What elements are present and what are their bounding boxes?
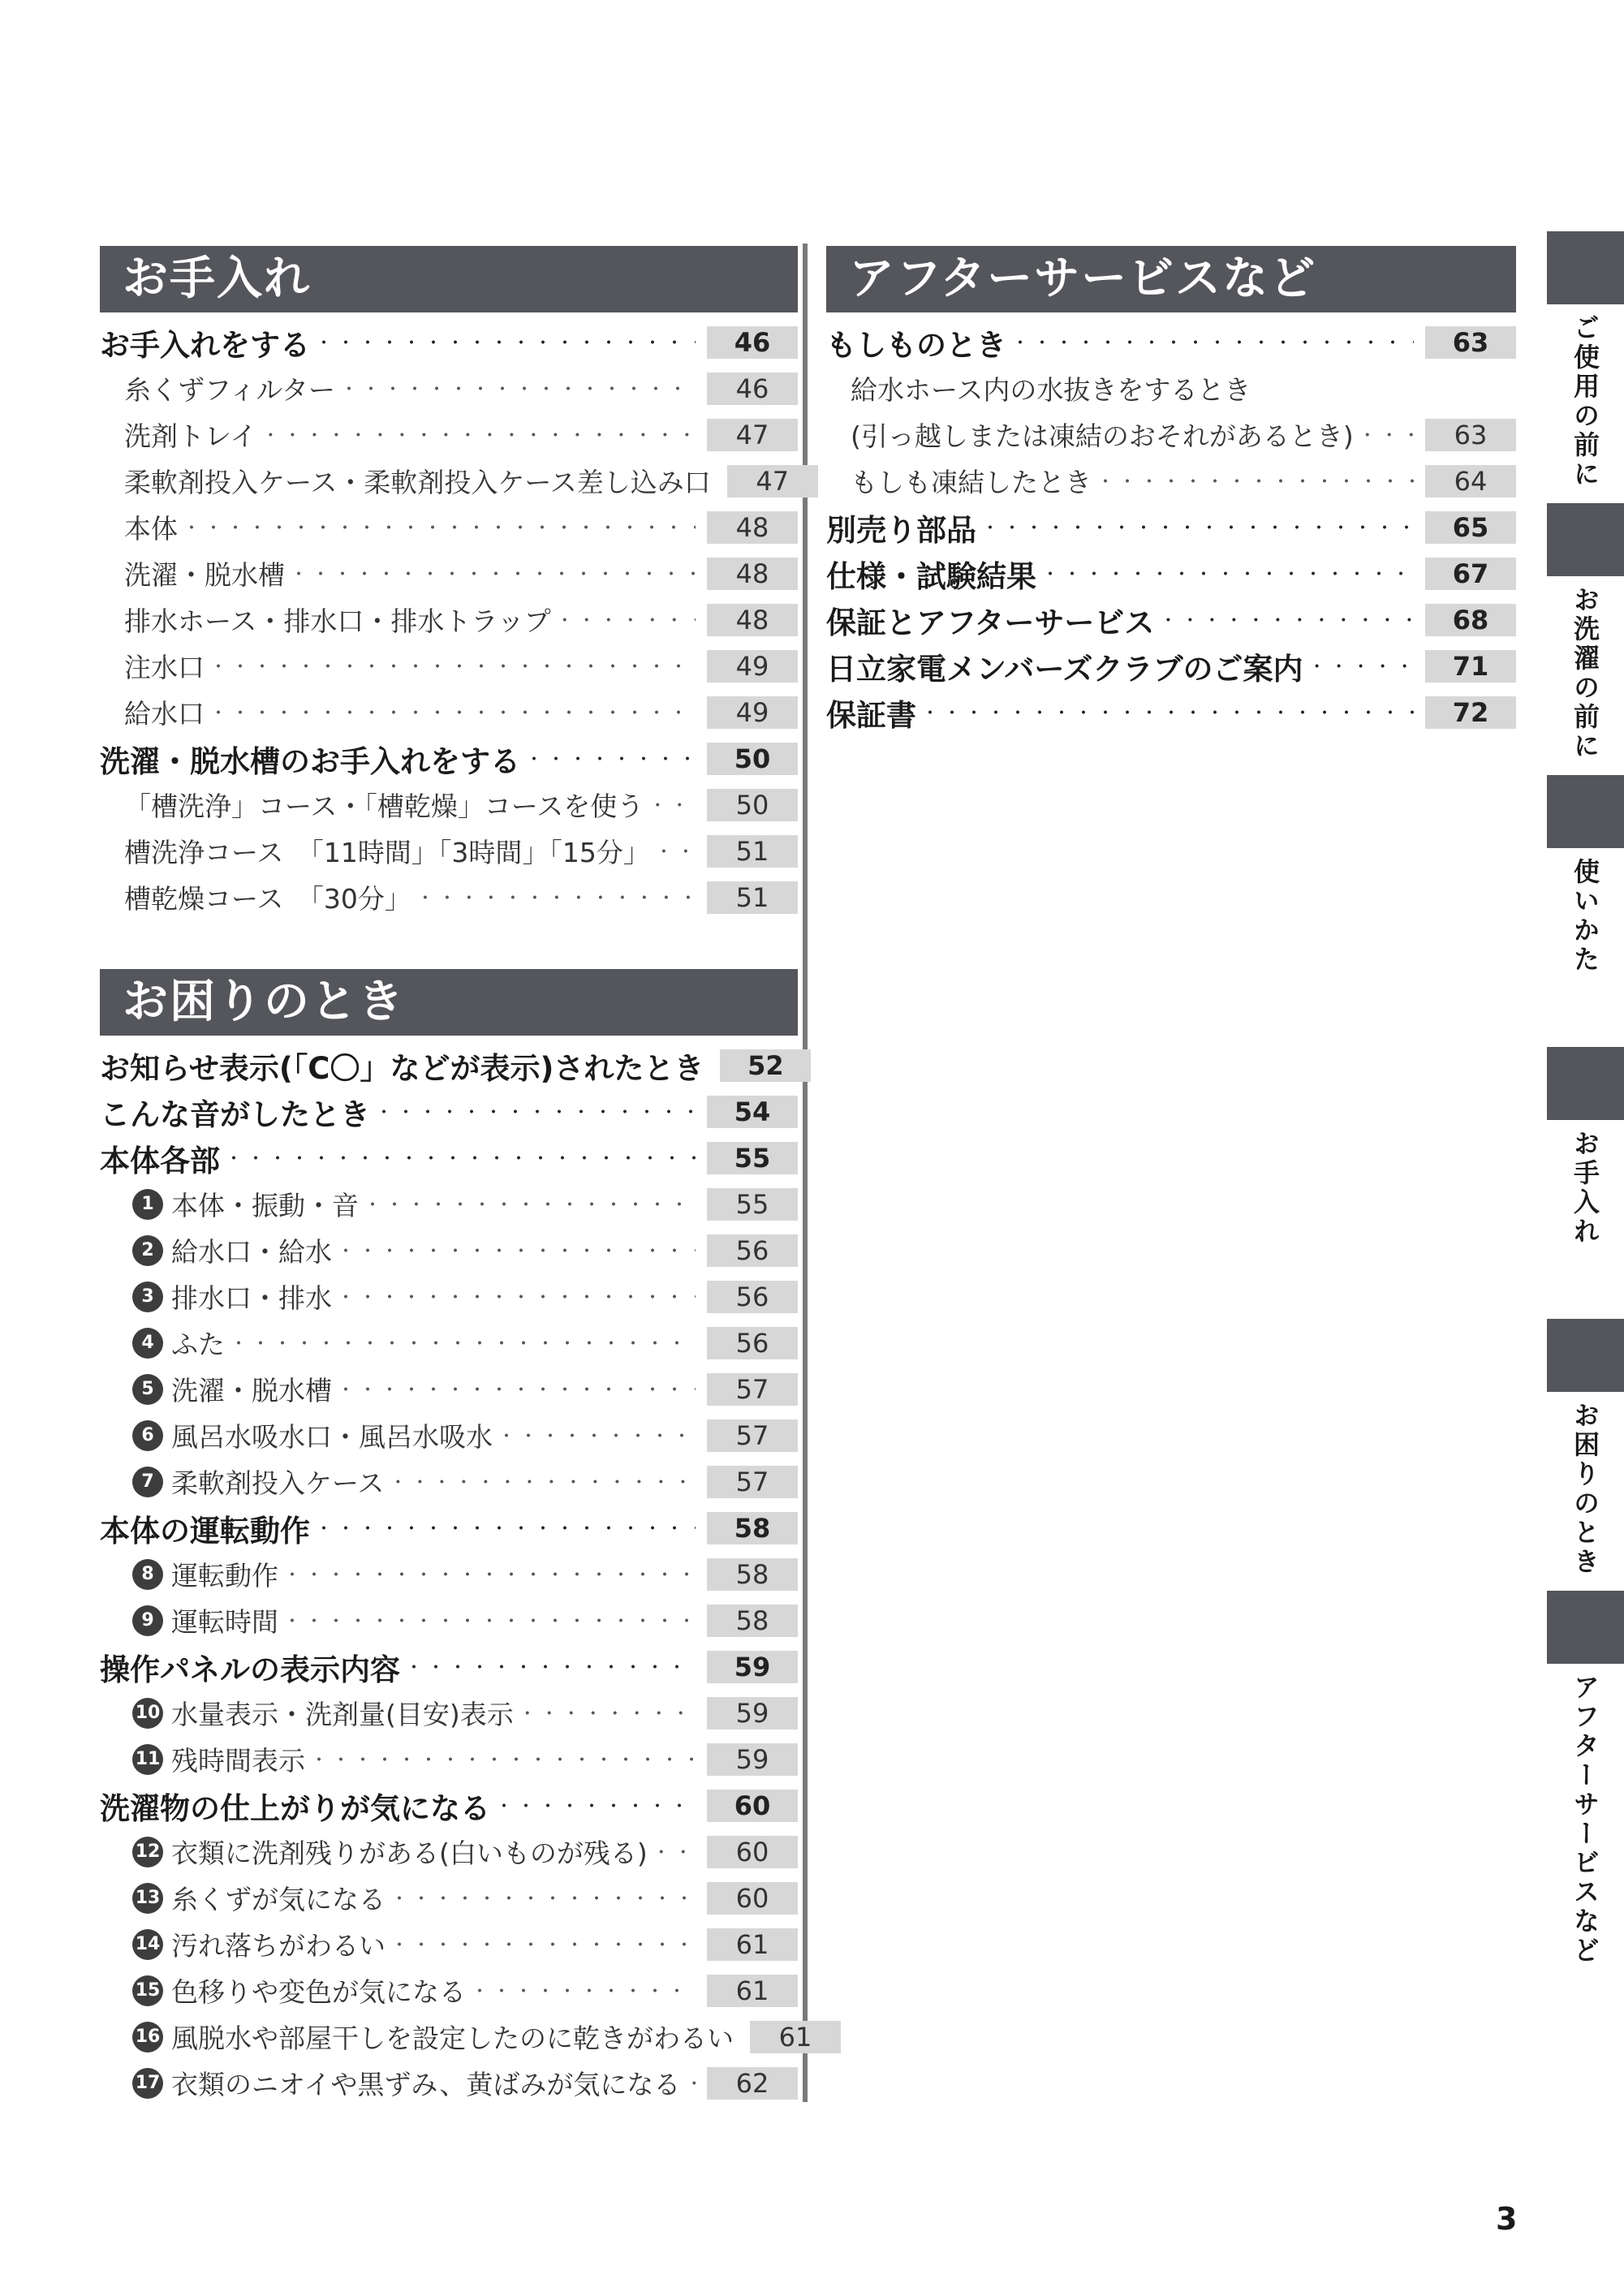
leader-dots [364,1191,696,1217]
page-ref[interactable]: 48 [707,511,798,544]
toc-entry-label: お知らせ表示(「C〇」などが表示)されたとき [100,1050,704,1086]
page-ref[interactable]: 60 [707,1790,798,1822]
page-number: 3 [1496,2201,1518,2237]
toc-entry-label: 洗濯・脱水槽のお手入れをする [100,743,520,779]
toc-heading-entry[interactable] [826,597,1516,643]
left-column [100,246,812,2106]
page-ref[interactable]: 47 [727,465,818,498]
leader-dots [310,1747,696,1772]
toc-entry-text: 排水口・排水 [171,1282,332,1314]
leader-dots [648,792,696,817]
leader-dots [390,1932,696,1957]
toc-sub-entry[interactable] [100,782,798,828]
toc-entry-text: 運転動作 [171,1560,278,1592]
toc-entry-text: 衣類のニオイや黒ずみ、黄ばみが気になる [171,2069,681,2100]
toc-sub-entry[interactable] [100,597,798,643]
item-number-badge: 17 [132,2068,163,2099]
side-tab-block [1547,1047,1624,1120]
toc-entry-label: お手入れをする [100,327,310,363]
leader-dots [390,1885,696,1910]
section-header-troubleshooting: お困りのとき [100,969,798,1036]
side-tab-before-use[interactable] [1547,231,1624,489]
toc-sub-entry[interactable] [100,1690,798,1736]
toc-entry-label: 別売り部品 [826,512,976,548]
toc-entry-label [100,1879,386,1917]
page-ref[interactable]: 54 [707,1096,798,1128]
leader-dots [921,700,1414,725]
page-ref[interactable]: 47 [707,419,798,451]
page-ref[interactable]: 60 [707,1836,798,1868]
side-tab-troubleshooting[interactable] [1547,1319,1624,1577]
toc-entry-text: 水量表示・洗剤量(目安)表示 [171,1699,514,1730]
page-ref[interactable]: 58 [707,1512,798,1544]
toc-sub-entry[interactable] [100,1921,798,1967]
side-tab-block [1547,1591,1624,1664]
leader-dots [416,885,696,910]
page-ref[interactable]: 56 [707,1234,798,1267]
page-ref[interactable]: 56 [707,1327,798,1359]
page-ref[interactable]: 71 [1425,650,1516,683]
leader-dots [337,1238,696,1263]
item-number-badge: 8 [132,1559,163,1590]
toc-sub-entry[interactable] [100,1551,798,1597]
toc-sub-entry[interactable] [100,1320,798,1366]
toc-sub-entry[interactable] [100,1227,798,1273]
page-ref[interactable]: 62 [707,2067,798,2100]
page-ref[interactable]: 48 [707,604,798,636]
toc-heading-entry[interactable] [100,735,798,782]
side-tab-label: 使いかた [1570,858,1600,975]
toc-sub-entry[interactable] [826,458,1516,504]
leader-dots [556,607,696,632]
page-ref[interactable]: 55 [707,1142,798,1174]
toc-entry-label [100,1740,305,1778]
toc-entry-label: 槽乾燥コース 「30分」 [124,883,411,915]
toc-entry-label: 給水ホース内の水抜きをするとき [851,374,1251,406]
page-ref[interactable]: 59 [707,1697,798,1730]
toc-entry-text: 運転時間 [171,1606,278,1638]
leader-dots [653,1839,696,1864]
toc-entry-label: 柔軟剤投入ケース・柔軟剤投入ケース差し込み口 [124,467,711,498]
toc-sub-entry[interactable] [100,1875,798,1921]
toc-heading-entry[interactable] [826,504,1516,550]
toc-entry-label: 「槽洗浄」コース・「槽乾燥」コースを使う [124,790,644,822]
toc-entry-text: 衣類に洗剤残りがある(白いものが残る) [171,1837,648,1869]
side-tab-label: アフターサービスなど [1570,1674,1600,1966]
leader-dots [1011,330,1414,355]
leader-dots [389,1469,696,1494]
side-tab-block [1547,1319,1624,1392]
toc-entry-label [100,1971,466,2010]
item-number-badge: 13 [132,1883,163,1914]
toc-entry-text: 柔軟剤投入ケース [171,1467,385,1499]
toc-entry-label [100,1833,648,1871]
toc-heading-entry[interactable] [100,1782,798,1829]
toc-heading-entry[interactable] [100,1135,798,1181]
toc-heading-entry[interactable] [100,1643,798,1690]
toc-entry-label: 本体各部 [100,1143,220,1178]
leader-dots [209,653,696,678]
toc-entry-text: 糸くずが気になる [171,1884,386,1915]
page-ref[interactable]: 60 [707,1882,798,1915]
toc-sub-entry[interactable] [826,411,1516,458]
leader-dots [685,2070,696,2096]
page-ref[interactable]: 50 [707,743,798,775]
item-number-badge: 3 [132,1282,163,1312]
page-ref[interactable]: 51 [707,835,798,868]
toc-entry-label [100,2018,734,2056]
page-ref[interactable]: 57 [707,1419,798,1452]
page-ref[interactable]: 46 [707,326,798,359]
page-ref[interactable]: 58 [707,1558,798,1591]
toc-heading-entry[interactable] [100,1088,798,1135]
toc-sub-entry[interactable] [100,1736,798,1782]
toc-entry-label [100,1694,514,1732]
leader-dots [183,515,696,540]
toc-entry-label [100,1231,332,1269]
toc-entry-label: もしも凍結したとき [851,467,1092,498]
side-tab-block [1547,503,1624,576]
leader-dots [471,1978,696,2003]
page-ref[interactable]: 50 [707,789,798,821]
section-header-maintenance: お手入れ [100,246,798,312]
leader-dots [1096,468,1414,493]
toc-entry-label [100,1277,332,1316]
toc-sub-entry[interactable] [100,2014,812,2060]
leader-dots [981,515,1414,540]
toc-sub-entry[interactable] [100,1273,798,1320]
toc-heading-entry[interactable] [826,550,1516,597]
page-ref[interactable]: 65 [1425,511,1516,544]
page-ref[interactable]: 52 [720,1049,811,1082]
toc-entry-label: 洗濯物の仕上がりが気になる [100,1790,490,1826]
toc-entry-label: 槽洗浄コース 「11時間」「3時間」「15分」 [124,837,650,868]
leader-dots [283,1608,696,1633]
toc-sub-entry[interactable] [100,1967,798,2014]
toc-sub-entry[interactable] [826,365,1516,411]
toc-entry-label [100,1185,359,1223]
toc-list-troubleshooting [100,1042,812,2106]
toc-list-maintenance [100,319,798,920]
page-ref[interactable]: 59 [707,1651,798,1683]
toc-entry-label: 注水口 [124,652,205,683]
leader-dots [283,1562,696,1587]
item-number-badge: 10 [132,1698,163,1729]
leader-dots [1308,653,1414,678]
leader-dots [209,700,696,725]
leader-dots [1359,422,1414,447]
side-tab-label: お手入れ [1570,1130,1600,1247]
leader-dots [315,1515,696,1540]
toc-entry-label: 本体の運転動作 [100,1513,310,1549]
leader-dots [519,1700,696,1725]
toc-entry-label [100,1462,384,1501]
toc-entry-text: ふた [171,1329,225,1360]
page-ref[interactable] [1425,373,1516,405]
toc-entry-label: 日立家電メンバーズクラブのご案内 [826,651,1303,687]
side-tab-block [1547,231,1624,304]
page-ref[interactable]: 56 [707,1281,798,1313]
toc-entry-label: 洗剤トレイ [124,420,257,452]
toc-sub-entry[interactable] [100,550,798,597]
page-ref[interactable]: 61 [707,1975,798,2007]
side-tab-label: お洗濯の前に [1570,586,1600,761]
item-number-badge: 11 [132,1744,163,1775]
page-ref[interactable]: 61 [750,2021,841,2053]
toc-entry-text: 洗濯・脱水槽 [171,1375,332,1406]
page-ref[interactable]: 58 [707,1605,798,1637]
leader-dots [1041,561,1414,586]
toc-entry-label: もしものとき [826,327,1006,363]
toc-sub-entry[interactable] [100,1412,798,1458]
page-ref[interactable]: 57 [707,1466,798,1498]
item-number-badge: 6 [132,1420,163,1451]
leader-dots [498,1423,696,1448]
toc-heading-entry[interactable] [826,689,1516,735]
page-ref[interactable]: 63 [1425,326,1516,359]
leader-dots [525,746,696,771]
leader-dots [1159,607,1414,632]
toc-entry-label: 保証書 [826,697,916,733]
item-number-badge: 15 [132,1975,163,2006]
toc-entry-label: (引っ越しまたは凍結のおそれがあるとき) [851,420,1354,452]
side-tab-how-to-use[interactable] [1547,775,1624,975]
page-ref[interactable]: 67 [1425,558,1516,590]
toc-entry-label [100,1555,278,1593]
item-number-badge: 4 [132,1328,163,1359]
toc-heading-entry[interactable] [100,1505,798,1551]
toc-sub-entry[interactable] [100,2060,798,2106]
leader-dots [375,1099,696,1124]
toc-entry-label: 排水ホース・排水口・排水トラップ [124,605,551,637]
toc-sub-entry[interactable] [100,874,798,920]
leader-dots [225,1145,696,1170]
side-tab-maintenance[interactable] [1547,1047,1624,1247]
toc-entry-label: 操作パネルの表示内容 [100,1652,400,1687]
toc-entry-text: 風脱水や部屋干しを設定したのに乾きがわるい [171,2022,734,2054]
page-ref[interactable]: 59 [707,1743,798,1776]
leader-dots [230,1330,696,1355]
toc-sub-entry[interactable] [100,643,798,689]
toc-entry-label: 給水口 [124,698,205,730]
toc-heading-entry[interactable] [826,319,1516,365]
item-number-badge: 7 [132,1467,163,1497]
column-divider [803,243,808,2102]
page-ref[interactable]: 48 [707,558,798,590]
right-column [826,246,1516,735]
leader-dots [405,1654,696,1679]
toc-entry-label [100,1925,386,1963]
page-ref[interactable]: 61 [707,1928,798,1961]
item-number-badge: 14 [132,1929,163,1960]
toc-entry-label [100,1416,493,1454]
page-ref[interactable]: 57 [707,1373,798,1406]
toc-sub-entry[interactable] [100,689,798,735]
toc-entry-label [100,2064,680,2102]
side-tab-block [1547,775,1624,848]
leader-dots [261,422,696,447]
toc-entry-label [100,1370,332,1408]
item-number-badge: 5 [132,1374,163,1405]
toc-sub-entry[interactable] [100,1181,798,1227]
item-number-badge: 1 [132,1189,163,1220]
toc-heading-entry[interactable] [100,319,798,365]
page-ref[interactable]: 49 [707,696,798,729]
toc-entry-text: 残時間表示 [171,1745,305,1777]
toc-sub-entry[interactable] [100,1366,798,1412]
toc-entry-label: 本体 [124,513,178,545]
toc-heading-entry[interactable] [100,1042,798,1088]
page-ref[interactable]: 63 [1425,419,1516,451]
page-ref[interactable]: 64 [1425,465,1516,498]
leader-dots [290,561,696,586]
page-ref[interactable]: 68 [1425,604,1516,636]
section-header-after-service: アフターサービスなど [826,246,1516,312]
item-number-badge: 2 [132,1235,163,1266]
toc-sub-entry[interactable] [100,458,798,504]
toc-entry-label: 洗濯・脱水槽 [124,559,285,591]
toc-entry-label: 保証とアフターサービス [826,605,1155,640]
side-tab-label: ご使用の前に [1570,314,1600,489]
toc-sub-entry[interactable] [100,1458,798,1505]
leader-dots [495,1793,696,1818]
leader-dots [337,1284,696,1309]
toc-sub-entry[interactable] [100,1829,798,1875]
page-ref[interactable]: 72 [1425,696,1516,729]
side-tab-label: お困りのとき [1570,1402,1600,1577]
item-number-badge: 16 [132,2022,163,2053]
toc-entry-text: 本体・振動・音 [171,1190,359,1221]
toc-sub-entry[interactable] [100,365,798,411]
toc-sub-entry[interactable] [100,1597,798,1643]
toc-entry-text: 色移りや変色が気になる [171,1976,466,2008]
toc-entry-text: 風呂水吸水口・風呂水吸水 [171,1421,493,1453]
leader-dots [337,1376,696,1402]
toc-sub-entry[interactable] [100,411,798,458]
side-tab-before-washing[interactable] [1547,503,1624,761]
toc-entry-text: 汚れ落ちがわるい [171,1930,386,1962]
toc-entry-label: こんな音がしたとき [100,1096,370,1132]
toc-list-after-service [826,319,1516,735]
page-ref[interactable]: 49 [707,650,798,683]
leader-dots [655,838,696,864]
page-ref[interactable]: 55 [707,1188,798,1221]
side-tab-after-service[interactable] [1547,1591,1624,1966]
leader-dots [315,330,696,355]
item-number-badge: 9 [132,1605,163,1636]
page-ref[interactable]: 46 [707,373,798,405]
toc-entry-text: 給水口・給水 [171,1236,332,1268]
toc-entry-label [100,1601,278,1639]
leader-dots [340,376,696,401]
toc-heading-entry[interactable] [826,643,1516,689]
toc-entry-label [100,1324,225,1362]
item-number-badge: 12 [132,1837,163,1867]
page-ref[interactable]: 51 [707,881,798,914]
toc-entry-label: 仕様・試験結果 [826,558,1036,594]
toc-sub-entry[interactable] [100,828,798,874]
toc-entry-label: 糸くずフィルター [124,374,336,406]
toc-sub-entry[interactable] [100,504,798,550]
